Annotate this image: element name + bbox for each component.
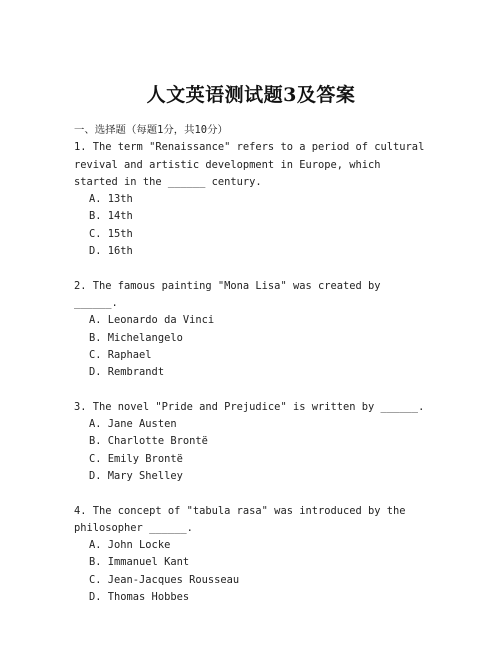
question-1 <box>74 139 426 260</box>
question-2 <box>74 278 426 382</box>
document-title: 人文英语测试题3及答案 <box>146 84 356 106</box>
question-stem: 1. The term "Renaissance" refers to a period of cultural revival and artistic development in Europe, which started in the ______ century. <box>74 141 425 188</box>
option-d: D. 16th <box>89 245 133 258</box>
question-3 <box>74 399 426 485</box>
option-a: A. Jane Austen <box>89 418 177 431</box>
section-heading: 一、选择题（每题1分，共10分） <box>74 124 228 136</box>
option-a: A. 13th <box>89 193 133 206</box>
question-4 <box>74 503 426 607</box>
blank-line <box>74 381 426 398</box>
document-body <box>74 122 426 606</box>
option-c: C. Emily Brontë <box>89 452 183 465</box>
option-b: B. Michelangelo <box>89 331 183 344</box>
option-list <box>74 312 426 381</box>
option-d: D. Rembrandt <box>89 366 165 379</box>
blank-line <box>74 485 426 502</box>
option-c: C. 15th <box>89 227 133 240</box>
option-list <box>74 537 426 606</box>
question-stem: 3. The novel "Pride and Prejudice" is written by ______. <box>74 400 425 413</box>
option-list <box>74 191 426 260</box>
question-stem: 2. The famous painting "Mona Lisa" was created by ______. <box>74 279 381 309</box>
blank-line <box>74 260 426 277</box>
option-d: D. Thomas Hobbes <box>89 591 190 604</box>
question-stem: 4. The concept of "tabula rasa" was introduced by the philosopher ______. <box>74 504 406 534</box>
option-b: B. 14th <box>89 210 133 223</box>
option-b: B. Immanuel Kant <box>89 556 190 569</box>
option-a: A. John Locke <box>89 539 171 552</box>
option-c: C. Jean-Jacques Rousseau <box>89 573 240 586</box>
option-d: D. Mary Shelley <box>89 469 183 482</box>
option-list <box>74 416 426 485</box>
option-a: A. Leonardo da Vinci <box>89 314 215 327</box>
option-b: B. Charlotte Brontë <box>89 435 208 448</box>
option-c: C. Raphael <box>89 348 152 361</box>
